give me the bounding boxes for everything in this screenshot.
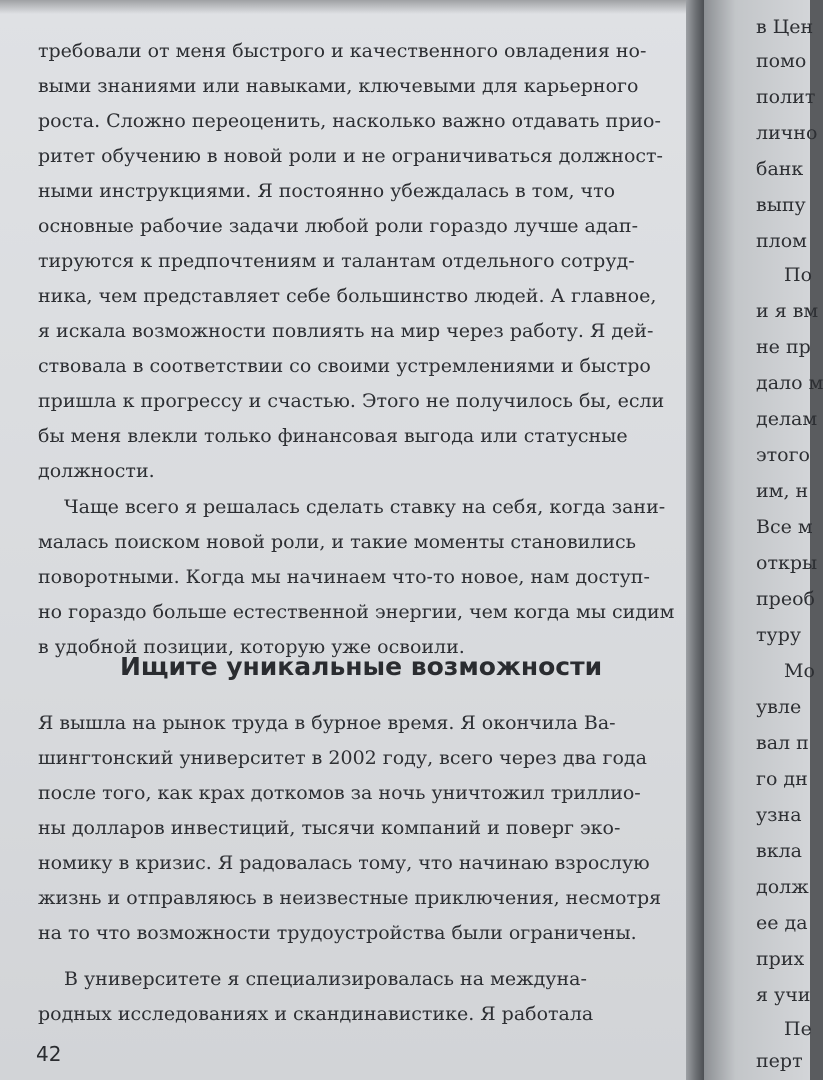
text-line: В университете я специализировалась на междуна- [64,968,587,990]
right-book-page [704,0,823,1080]
text-line: роста. Сложно переоценить, насколько важно отдавать прио- [38,110,661,132]
right-page-text-fragment: го дн [756,768,808,790]
text-line: я искала возможности повлиять на мир через работу. Я дей- [38,320,654,342]
right-page-text-fragment: я учи [756,984,811,1006]
right-page-text-fragment: и я вм [756,300,819,322]
right-page-text-fragment: Пе [784,1018,812,1040]
text-line: после того, как крах доткомов за ночь уничтожил триллио- [38,782,641,804]
text-line: на то что возможности трудоустройства были ограничены. [38,922,637,944]
right-page-text-fragment: лично [756,122,818,144]
page-number: 42 [36,1042,62,1066]
right-page-text-fragment: увле [756,696,802,718]
right-page-text-fragment: в Цен [756,16,814,38]
text-line: малась поиском новой роли, и такие моменты становились [38,531,637,553]
paragraph-1 [38,34,665,489]
right-page-text-fragment: делам [756,408,818,430]
text-line: Чаще всего я решалась сделать ставку на себя, когда зани- [64,496,666,518]
right-page-text-fragment: полит [756,86,816,108]
right-page-text-fragment: ее да [756,912,808,934]
text-line: жизнь и отправляюсь в неизвестные приключения, несмотря [38,887,662,909]
right-page-text-fragment: плом [756,230,807,252]
book-gutter [686,0,706,1080]
right-page-text-fragment: выпу [756,194,806,216]
section-heading: Ищите уникальные возможности [120,652,603,681]
right-page-text-fragment: перт [756,1050,803,1072]
right-page-text-fragment: банк [756,158,804,180]
right-page-text-fragment: вкла [756,840,802,862]
right-page-text-fragment: этого [756,444,810,466]
right-page-text-fragment: помо [756,50,807,72]
paragraph-4 [38,962,628,1032]
right-page-text-fragment: Мо [784,660,815,682]
right-page-text-fragment: долж [756,876,809,898]
text-line: пришла к прогрессу и счастью. Этого не получилось бы, если [38,390,665,412]
text-line: ствовала в соответствии со своими устремлениями и быстро [38,355,651,377]
text-line: поворотными. Когда мы начинаем что-то новое, нам доступ- [38,566,650,588]
text-line: номику в кризис. Я радовалась тому, что начинаю взрослую [38,852,650,874]
text-line: в удобной позиции, которую уже освоили. [38,636,465,658]
right-page-text-fragment: туру [756,624,802,646]
right-page-text-fragment: им, н [756,480,809,502]
right-page-text-fragment: Все м [756,516,813,538]
right-page-text-fragment: дало м [756,372,823,394]
text-line: требовали от меня быстрого и качественного овладения но- [38,40,647,62]
text-line: но гораздо больше естественной энергии, чем когда мы сидим [38,601,675,623]
text-line: тируются к предпочтениям и талантам отдельного сотруд- [38,250,635,272]
right-page-text-fragment: По [784,264,813,286]
right-page-text-fragment: вал п [756,732,809,754]
text-line: ными инструкциями. Я постоянно убеждалась в том, что [38,180,616,202]
right-page-text-fragment: прих [756,948,805,970]
paragraph-3 [38,706,662,951]
text-line: основные рабочие задачи любой роли гораздо лучше адап- [38,215,638,237]
text-line: бы меня влекли только финансовая выгода или статусные [38,425,628,447]
text-line: ритет обучению в новой роли и не ограничиваться должност- [38,145,663,167]
text-line: ника, чем представляет себе большинство людей. А главное, [38,285,657,307]
page-top-shadow [0,0,692,14]
text-line: выми знаниями или навыками, ключевыми для карьерного [38,75,639,97]
right-page-text-fragment: не пр [756,336,811,358]
text-line: должности. [38,460,155,482]
text-line: шингтонский университет в 2002 году, всего через два года [38,747,647,769]
text-line: Я вышла на рынок труда в бурное время. Я окончила Ва- [38,712,616,734]
paragraph-2 [38,490,675,665]
text-line: ны долларов инвестиций, тысячи компаний и поверг эко- [38,817,621,839]
right-page-text-fragment: узна [756,804,802,826]
right-page-text-fragment: преоб [756,588,815,610]
right-page-text-fragment: откры [756,552,818,574]
text-line: родных исследованиях и скандинавистике. Я работала [38,1003,594,1025]
